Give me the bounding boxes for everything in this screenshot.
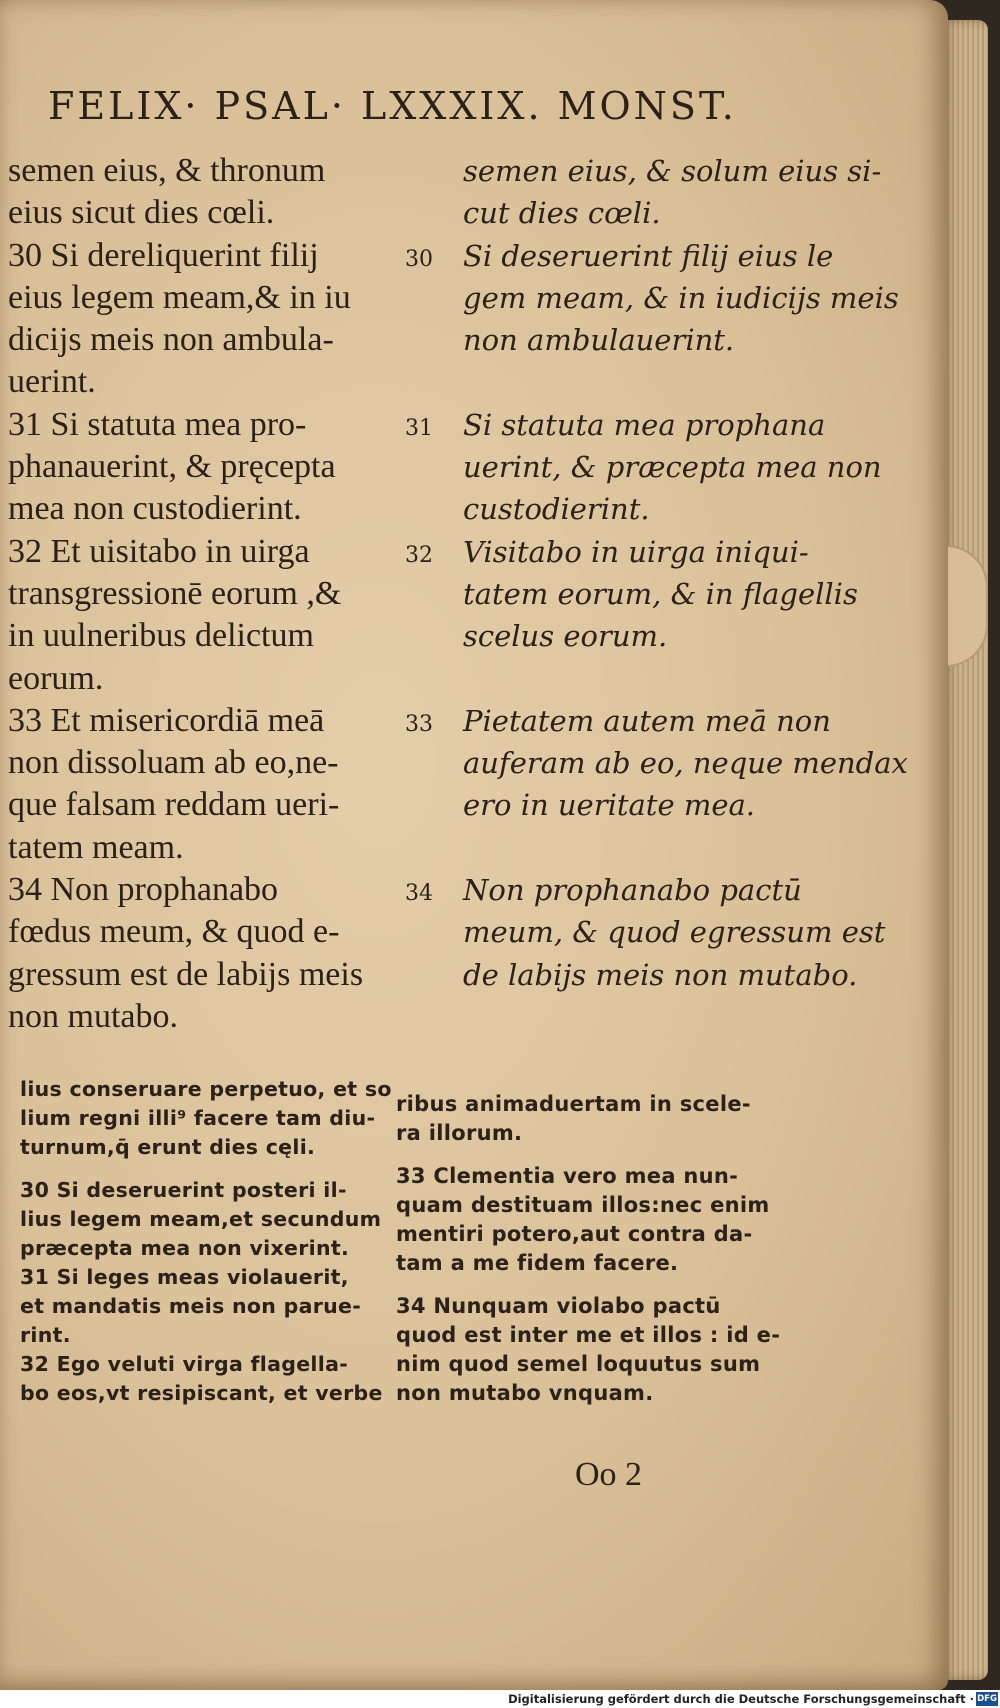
text-line	[405, 954, 935, 996]
footer-credit: Digitalisierung gefördert durch die Deutsche Forschungsgemeinschaft ·	[508, 1692, 974, 1706]
text-line: 31 Si leges meas violauerit,	[20, 1265, 349, 1289]
text-line: 32 Ego veluti virga flagella-	[20, 1352, 349, 1376]
verse-text: Visitabo in uirga iniqui-	[463, 534, 809, 569]
digitization-footer	[0, 1690, 1000, 1708]
text-line	[405, 446, 935, 488]
text-line	[405, 235, 935, 277]
verse-text: cut dies cœli.	[463, 196, 661, 231]
text-line: 34 Non prophanabo	[8, 871, 279, 909]
text-line: bo eos,vt resipiscant, et verbe	[20, 1381, 383, 1405]
text-line	[405, 404, 935, 446]
text-line: tam a me fidem facere.	[396, 1251, 679, 1275]
verse-text: uerint, & præcepta mea non	[463, 450, 882, 485]
text-line	[405, 277, 935, 319]
text-line	[396, 1148, 816, 1162]
text-line	[405, 869, 935, 911]
verse-text: Pietatem autem meā non	[463, 703, 831, 738]
text-line: 33 Et misericordiā meā	[8, 701, 325, 739]
text-line: eius legem meam,& in iu	[8, 278, 351, 316]
text-line: non mutabo.	[8, 997, 178, 1035]
text-line	[405, 700, 935, 742]
text-line	[405, 573, 935, 615]
text-line: ribus animaduertam in scele-	[396, 1092, 751, 1116]
verse-text: semen eius, & solum eius si-	[463, 154, 882, 188]
text-line: quam destituam illos:nec enim	[396, 1193, 770, 1217]
text-line: non dissoluam ab eo,ne-	[8, 744, 339, 782]
verse-number: 34	[405, 881, 433, 907]
text-line: tatem meam.	[8, 828, 184, 866]
text-line: uerint.	[8, 363, 96, 401]
text-line: semen eius, & thronum	[8, 152, 326, 189]
signature-mark: Oo 2	[575, 1456, 643, 1493]
text-line: 33 Clementia vero mea nun-	[396, 1164, 739, 1188]
text-line	[405, 658, 935, 700]
text-line: transgressionē eorum ,&	[8, 574, 342, 612]
bottom-left-blackletter	[20, 1075, 392, 1408]
text-line: 31 Si statuta mea pro-	[8, 405, 307, 443]
running-header: FELIX· PSAL· LXXXIX. MONST.	[48, 84, 737, 128]
text-line: que falsam reddam ueri-	[8, 786, 340, 824]
text-line: lium regni illi⁹ facere tam diu-	[20, 1106, 376, 1130]
text-line: 34 Nunquam violabo pactū	[396, 1294, 721, 1318]
text-line	[405, 361, 935, 403]
text-line: mentiri potero,aut contra da-	[396, 1222, 753, 1246]
verse-text: Si deseruerint filij eius le	[463, 238, 834, 273]
text-line	[405, 531, 935, 573]
text-line: dicijs meis non ambula-	[8, 321, 334, 359]
verse-text: Si statuta mea prophana	[463, 407, 826, 442]
text-line	[405, 827, 935, 869]
text-line: nim quod semel loquutus sum	[396, 1352, 761, 1376]
text-line	[20, 1162, 380, 1176]
text-line: turnum,q̄ erunt dies cęli.	[20, 1135, 316, 1159]
text-line	[405, 150, 935, 192]
text-line	[396, 1278, 816, 1292]
text-line: 30 Si deseruerint posteri il-	[20, 1178, 347, 1202]
text-line: gressum est de labijs meis	[8, 955, 364, 993]
text-line	[405, 192, 935, 234]
text-line: non mutabo vnquam.	[396, 1381, 654, 1405]
verse-number: 32	[405, 542, 433, 568]
verse-text: gem meam, & in iudicijs meis	[463, 280, 899, 315]
text-line: rint.	[20, 1323, 71, 1347]
verse-number: 30	[405, 246, 433, 272]
text-line: mea non custodierint.	[8, 490, 302, 528]
verse-text: auferam ab eo, neque mendax	[463, 746, 908, 781]
verse-text: custodierint.	[463, 492, 650, 527]
verse-text: tatem eorum, & in flagellis	[463, 576, 858, 611]
verse-number: 31	[405, 415, 433, 441]
text-line	[405, 784, 935, 826]
verse-text: non ambulauerint.	[463, 323, 735, 358]
text-line: eius sicut dies cœli.	[8, 194, 275, 232]
bottom-right-blackletter	[396, 1090, 816, 1408]
text-line: ra illorum.	[396, 1121, 523, 1145]
verse-text: ero in ueritate mea.	[463, 788, 755, 823]
text-line: lius legem meam,et secundum	[20, 1207, 382, 1231]
dfg-logo: DFG	[977, 1694, 997, 1704]
text-line: eorum.	[8, 659, 104, 697]
verse-number: 33	[405, 711, 433, 737]
right-column-text	[405, 150, 935, 996]
text-line: 32 Et uisitabo in uirga	[8, 532, 310, 570]
text-line: quod est inter me et illos : id e-	[396, 1323, 781, 1347]
verse-text: Non prophanabo pactū	[463, 873, 802, 908]
verse-text: meum, & quod egressum est	[463, 915, 886, 950]
section-divider	[18, 1058, 923, 1059]
left-column-text	[8, 150, 400, 1038]
text-line	[405, 615, 935, 657]
text-line: 30 Si dereliquerint filij	[8, 236, 319, 274]
text-line: phanauerint, & pręcepta	[8, 448, 336, 486]
text-line: fœdus meum, & quod e-	[8, 913, 340, 951]
text-line	[405, 488, 935, 530]
text-line	[405, 742, 935, 784]
text-line: in uulneribus delictum	[8, 617, 314, 655]
verse-text: scelus eorum.	[463, 619, 668, 654]
text-line: præcepta mea non vixerint.	[20, 1236, 350, 1260]
text-line	[405, 319, 935, 361]
text-line	[405, 911, 935, 953]
text-line: lius conseruare perpetuo, et so	[20, 1077, 392, 1101]
text-line: et mandatis meis non parue-	[20, 1294, 362, 1318]
verse-text: de labijs meis non mutabo.	[463, 957, 858, 992]
